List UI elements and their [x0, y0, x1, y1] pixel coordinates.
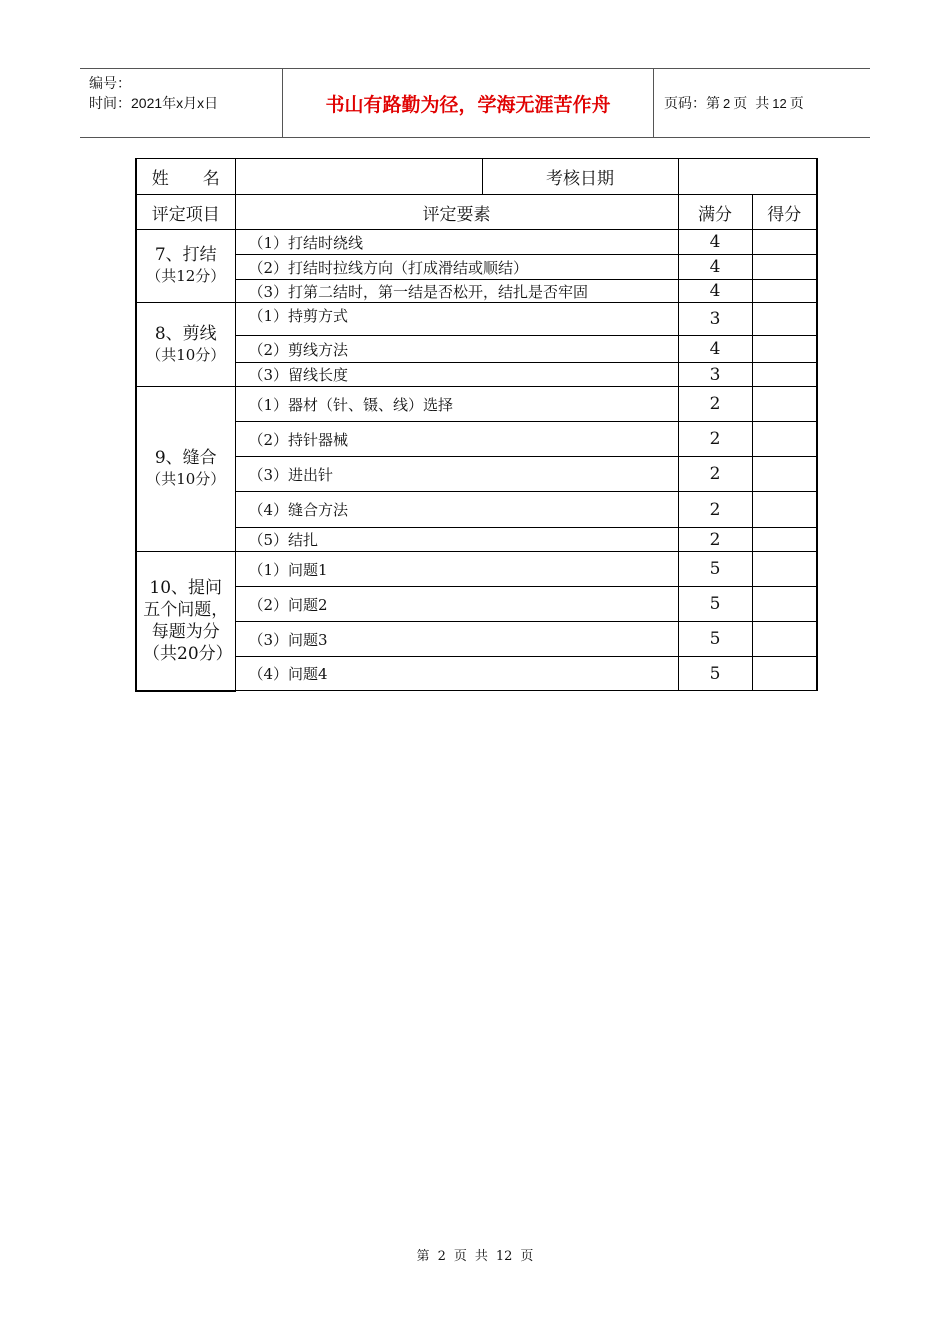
table-row [136, 230, 817, 255]
table-row [136, 363, 817, 387]
full-score: 5 [678, 552, 752, 587]
full-score: 5 [678, 622, 752, 657]
score-input-cell[interactable] [752, 622, 817, 657]
category-knotting [136, 230, 235, 303]
category-name: 10、提问五个问题，每题为分（共20分） [143, 577, 233, 664]
footer-total-number: 12 [495, 1249, 513, 1264]
full-score: 3 [678, 303, 752, 336]
page-header [80, 68, 870, 138]
header-page-number: 2 [723, 95, 731, 111]
table-row [136, 492, 817, 528]
score-input-cell[interactable] [752, 492, 817, 528]
category-name: 8、剪线 [154, 323, 217, 344]
item-label: （3）打第二结时，第一结是否松开，结扎是否牢固 [235, 280, 678, 303]
name-value-cell[interactable] [235, 159, 482, 195]
score-input-cell[interactable] [752, 280, 817, 303]
score-input-cell[interactable] [752, 303, 817, 336]
score-input-cell[interactable] [752, 587, 817, 622]
table-row [136, 255, 817, 280]
category-questions [136, 552, 235, 691]
item-label: （4）问题4 [235, 657, 678, 691]
item-label: （2）剪线方法 [235, 336, 678, 363]
document-number-label: 编号： [89, 75, 131, 91]
col-header-score: 得分 [752, 195, 817, 230]
col-header-full-score: 满分 [678, 195, 752, 230]
score-input-cell[interactable] [752, 255, 817, 280]
header-total-number: 12 [772, 95, 787, 111]
score-input-cell[interactable] [752, 457, 817, 492]
full-score: 4 [678, 255, 752, 280]
item-label: （2）打结时拉线方向（打成滑结或顺结） [235, 255, 678, 280]
score-input-cell[interactable] [752, 387, 817, 422]
header-total-label: 共 [755, 96, 770, 112]
item-label: （1）器材（针、镊、线）选择 [235, 387, 678, 422]
category-thread-cutting [136, 303, 235, 387]
header-page-label: 页码：第 [664, 96, 720, 112]
category-suturing [136, 387, 235, 552]
table-row [136, 422, 817, 457]
item-label: （4）缝合方法 [235, 492, 678, 528]
full-score: 2 [678, 528, 752, 552]
exam-date-value-cell[interactable] [678, 159, 817, 195]
full-score: 3 [678, 363, 752, 387]
header-motto: 书山有路勤为径，学海无涯苦作舟 [282, 69, 654, 137]
item-label: （5）结扎 [235, 528, 678, 552]
footer-page-prefix: 第 [416, 1249, 430, 1264]
table-row [136, 587, 817, 622]
full-score: 5 [678, 587, 752, 622]
score-input-cell[interactable] [752, 528, 817, 552]
name-label: 姓 名 [136, 159, 235, 195]
page-footer [0, 1245, 950, 1264]
document-time-label: 时间：2021年x月x日 [89, 95, 219, 111]
category-points: （共12分） [146, 267, 226, 285]
full-score: 4 [678, 230, 752, 255]
footer-page-unit: 页 [453, 1249, 467, 1264]
footer-total-unit: 页 [520, 1249, 534, 1264]
score-input-cell[interactable] [752, 230, 817, 255]
item-label: （3）进出针 [235, 457, 678, 492]
header-page-unit: 页 [733, 96, 748, 112]
table-row [136, 303, 817, 336]
footer-total-prefix: 共 [474, 1249, 488, 1264]
full-score: 4 [678, 280, 752, 303]
full-score: 4 [678, 336, 752, 363]
table-row [136, 387, 817, 422]
header-meta [80, 69, 282, 137]
footer-page-number: 2 [437, 1249, 446, 1264]
category-name: 9、缝合 [154, 448, 217, 468]
evaluation-table [135, 158, 818, 692]
table-row [136, 552, 817, 587]
score-input-cell[interactable] [752, 363, 817, 387]
item-label: （1）持剪方式 [235, 303, 678, 336]
col-header-elements: 评定要素 [235, 195, 678, 230]
full-score: 2 [678, 387, 752, 422]
table-row [136, 622, 817, 657]
full-score: 2 [678, 492, 752, 528]
score-input-cell[interactable] [752, 552, 817, 587]
full-score: 5 [678, 657, 752, 691]
full-score: 2 [678, 422, 752, 457]
score-input-cell[interactable] [752, 336, 817, 363]
table-row [136, 336, 817, 363]
table-row [136, 280, 817, 303]
item-label: （1）问题1 [235, 552, 678, 587]
category-points: （共10分） [146, 470, 226, 488]
item-label: （3）留线长度 [235, 363, 678, 387]
exam-date-label: 考核日期 [482, 159, 678, 195]
header-page-info [654, 69, 870, 137]
item-label: （2）问题2 [235, 587, 678, 622]
column-header-row [136, 195, 817, 230]
full-score: 2 [678, 457, 752, 492]
item-label: （2）持针器械 [235, 422, 678, 457]
table-row [136, 528, 817, 552]
category-points: （共10分） [146, 345, 226, 364]
table-row [136, 457, 817, 492]
item-label: （3）问题3 [235, 622, 678, 657]
category-name: 7、打结 [154, 245, 217, 265]
score-input-cell[interactable] [752, 657, 817, 691]
table-row [136, 657, 817, 691]
header-total-unit: 页 [789, 96, 804, 112]
name-row [136, 159, 817, 195]
score-input-cell[interactable] [752, 422, 817, 457]
col-header-item: 评定项目 [136, 195, 235, 230]
item-label: （1）打结时绕线 [235, 230, 678, 255]
